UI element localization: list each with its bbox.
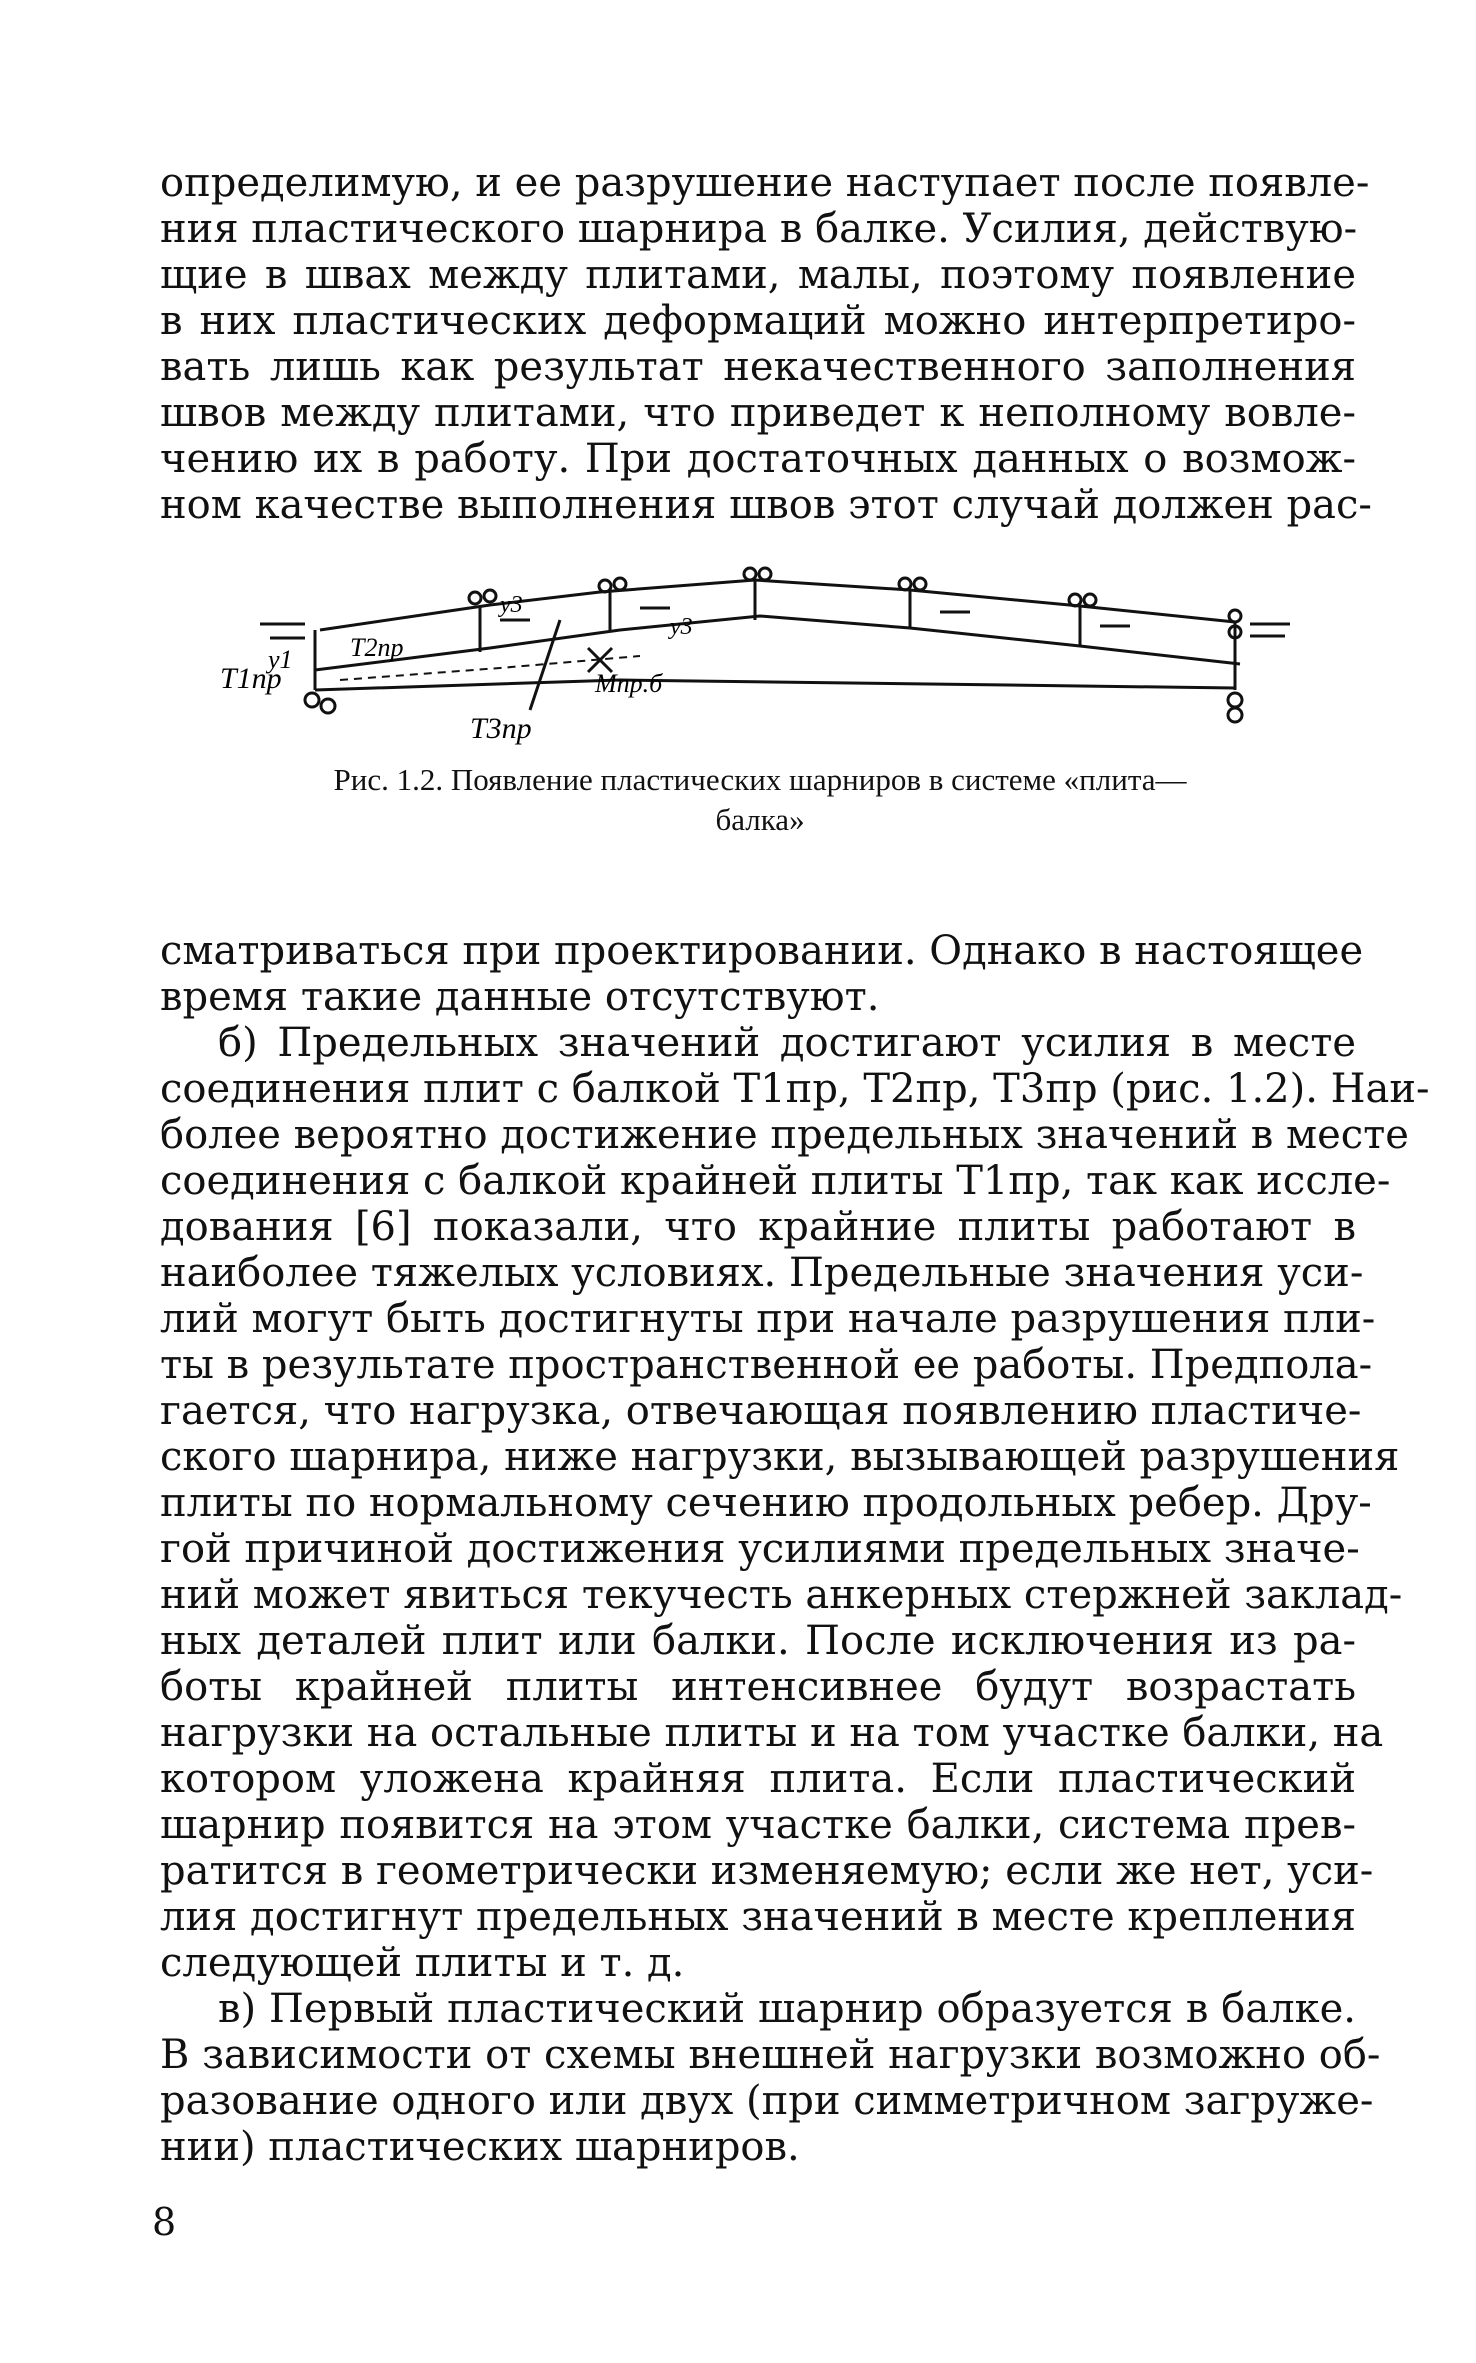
- text-line: определимую, и ее разрушение наступает после появле-: [160, 160, 1370, 206]
- label-y3-right: y3: [670, 614, 693, 640]
- text-line: нии) пластических шарниров.: [160, 2124, 800, 2170]
- text-line: соединения с балкой крайней плиты T1пр, так как иссле-: [160, 1158, 1391, 1204]
- text-line: наиболее тяжелых условиях. Предельные значения уси-: [160, 1250, 1364, 1296]
- text-line: плиты по нормальному сечению продольных ребер. Дру-: [160, 1480, 1372, 1526]
- label-t3: T3пр: [470, 712, 532, 745]
- text-line: чению их в работу. При достаточных данных о возмож-: [160, 436, 1356, 482]
- text-line: дования [6] показали, что крайние плиты работают в: [160, 1204, 1356, 1250]
- text-line: ского шарнира, ниже нагрузки, вызывающей разрушения: [160, 1434, 1400, 1480]
- beam-line: [315, 616, 1240, 670]
- text-line: б) Предельных значений достигают усилия в месте: [218, 1020, 1356, 1066]
- text-line: ратится в геометрически изменяемую; если же нет, уси-: [160, 1848, 1374, 1894]
- text-line: лий могут быть достигнуты при начале разрушения пли-: [160, 1296, 1376, 1342]
- figure-caption-cont: балка»: [715, 802, 805, 837]
- figure-caption: Рис. 1.2. Появление пластических шарниров в системе «плита—: [333, 762, 1187, 797]
- text-line: боты крайней плиты интенсивнее будут возрастать: [160, 1664, 1356, 1710]
- text-line: более вероятно достижение предельных значений в месте: [160, 1112, 1409, 1158]
- label-y3-left: y3: [500, 592, 523, 618]
- text-line: гается, что нагрузка, отвечающая появлению пластиче-: [160, 1388, 1362, 1434]
- text-line: ных деталей плит или балки. После исключения из ра-: [160, 1618, 1356, 1664]
- text-line: нагрузки на остальные плиты и на том участке балки, на: [160, 1710, 1384, 1756]
- label-t1: T1пр: [220, 662, 282, 695]
- text-line: разование одного или двух (при симметричном загруже-: [160, 2078, 1374, 2124]
- label-y1: y1: [268, 645, 293, 674]
- text-line: ты в результате пространственной ее работы. Предпола-: [160, 1342, 1373, 1388]
- text-line: гой причиной достижения усилиями предельных значе-: [160, 1526, 1360, 1572]
- text-line: вать лишь как результат некачественного заполнения: [160, 344, 1356, 390]
- text-line: следующей плиты и т. д.: [160, 1940, 685, 1986]
- text-line: шарнир появится на этом участке балки, система прев-: [160, 1802, 1356, 1848]
- text-line: соединения плит с балкой T1пр, T2пр, T3пр (рис. 1.2). Наи-: [160, 1066, 1430, 1112]
- text-line: ний может явиться текучесть анкерных стержней заклад-: [160, 1572, 1403, 1618]
- slab-line: [320, 580, 1235, 630]
- label-t2: T2пр: [350, 633, 404, 662]
- figure-slab-beam-diagram: [200, 560, 1320, 770]
- text-line: лия достигнут предельных значений в месте крепления: [160, 1894, 1356, 1940]
- bottom-chord: [315, 680, 1235, 690]
- text-line: время такие данные отсутствуют.: [160, 974, 880, 1020]
- page-number: 8: [152, 2200, 177, 2244]
- text-line: ном качестве выполнения швов этот случай должен рас-: [160, 482, 1372, 528]
- text-line: В зависимости от схемы внешней нагрузки возможно об-: [160, 2032, 1381, 2078]
- label-m: Mпр.б: [595, 669, 663, 698]
- text-line: швов между плитами, что приведет к неполному вовле-: [160, 390, 1356, 436]
- text-line: в) Первый пластический шарнир образуется в балке.: [218, 1986, 1356, 2032]
- text-line: щие в швах между плитами, малы, поэтому появление: [160, 252, 1356, 298]
- text-line: сматриваться при проектировании. Однако в настоящее: [160, 928, 1364, 974]
- text-line: в них пластических деформаций можно интерпретиро-: [160, 298, 1356, 344]
- text-line: ния пластического шарнира в балке. Усилия, действую-: [160, 206, 1358, 252]
- text-line: котором уложена крайняя плита. Если пластический: [160, 1756, 1356, 1802]
